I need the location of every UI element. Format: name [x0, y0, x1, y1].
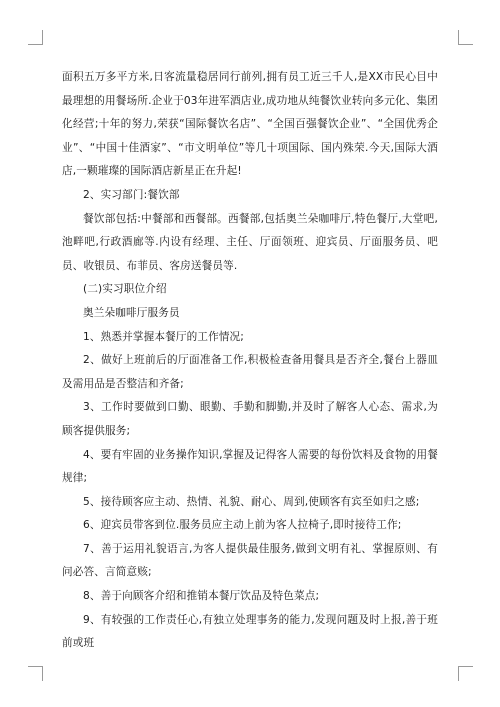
paragraph-duty-2: 2、做好上班前后的厅面准备工作,积极检查备用餐具是否齐全,餐台上器皿及需用品是否整洁和齐备;	[62, 354, 438, 390]
paragraph-department-description: 餐饮部包括:中餐部和西餐部。西餐部,包括奥兰朵咖啡厅,特色餐厅,大堂吧,池畔吧,行政酒廊等.内设有经理、主任、厅面领班、迎宾员、厅面服务员、吧员、收银员、布菲员、客房送餐员等.	[62, 212, 438, 272]
paragraph-duty-3: 3、工作时要做到口勤、眼勤、手勤和脚勤,并及时了解客人心态、需求,为顾客提供服务;	[62, 401, 438, 437]
paragraph-department-heading: 2、实习部门:餐饮部	[83, 188, 180, 201]
crop-mark-top-right	[458, 30, 473, 45]
paragraph-section-heading: (二)实习职位介绍	[83, 283, 167, 296]
paragraph-duty-9: 9、有较强的工作责任心,有独立处理事务的能力,发现问题及时上报,善于班前或班	[62, 613, 438, 650]
paragraph-duty-1: 1、熟悉并掌握本餐厅的工作情况;	[83, 330, 245, 343]
paragraph-duty-4: 4、要有牢固的业务操作知识,掌握及记得客人需要的每份饮料及食物的用餐规律;	[62, 448, 438, 485]
paragraph-intro: 面积五万多平方米,日客流量稳居同行前列,拥有员工近三千人,是XX市民心目中最理想的用餐场所.企业于03年进军酒店业,成功地从纯餐饮业转向多元化、集团化经营;十年的努力,荣获“国际餐饮名店”、“全国百强餐饮企业”、“全国优秀企业”、“中国十佳酒家”、“市文明单位”等几十项国际、国内殊荣.今天,国际大酒店,一颗璀璨的国际酒店新星正在升起!	[62, 71, 438, 178]
paragraph-duty-6: 6、迎宾员带客到位.服务员应主动上前为客人拉椅子,即时接待工作;	[83, 519, 402, 532]
document-body	[62, 66, 438, 656]
paragraph-position-title: 奥兰朵咖啡厅服务员	[83, 306, 180, 319]
crop-mark-bottom-left	[28, 666, 43, 681]
paragraph-duty-8: 8、善于向顾客介绍和推销本餐厅饮品及特色菜点;	[83, 590, 320, 603]
crop-mark-top-left	[28, 30, 43, 45]
crop-mark-bottom-right	[458, 666, 473, 681]
paragraph-duty-7: 7、善于运用礼貌语言,为客人提供最佳服务,做到文明有礼、掌握原则、有问必答、言简意赅;	[62, 542, 438, 579]
paragraph-duty-5: 5、接待顾客应主动、热情、礼貌、耐心、周到,使顾客有宾至如归之感;	[83, 495, 420, 508]
